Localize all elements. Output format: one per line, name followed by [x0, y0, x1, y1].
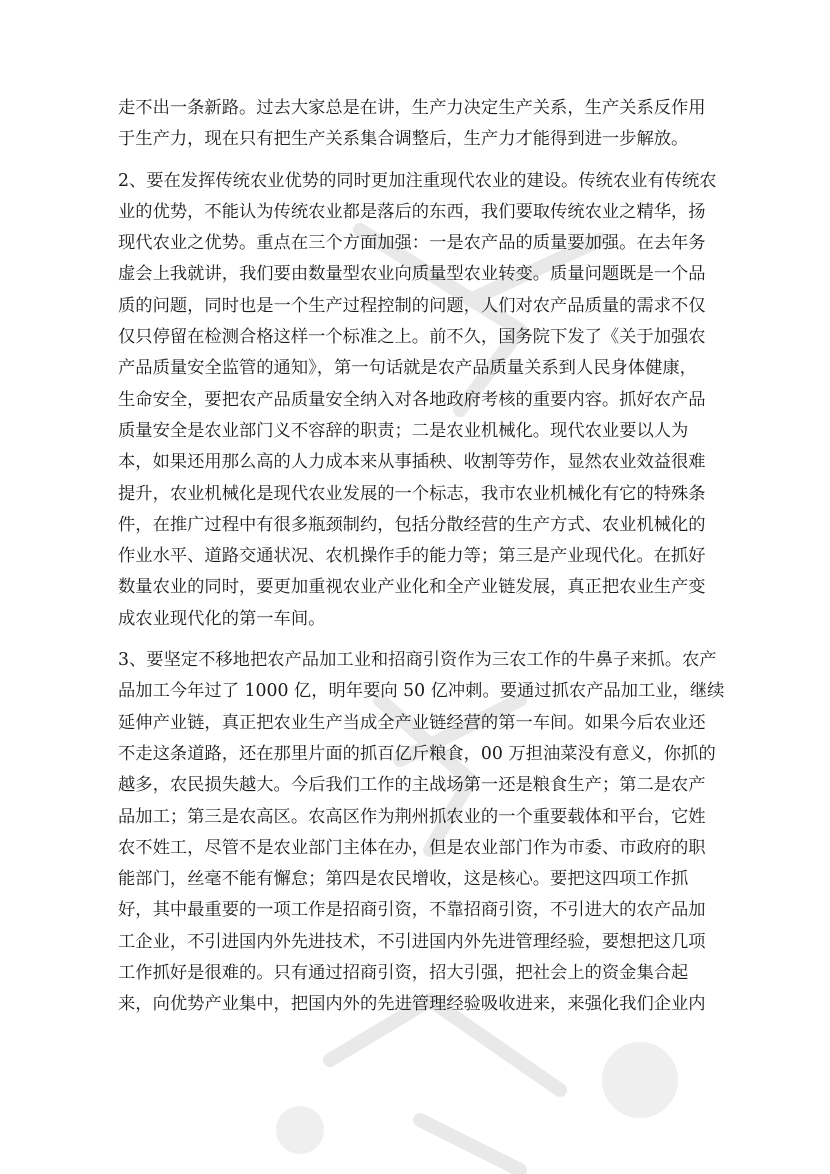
text-line: 虚会上我就讲，我们要由数量型农业向质量型农业转变。质量问题既是一个品 [118, 264, 706, 285]
text-line: 不走这条道路，还在那里片面的抓百亿斤粮食，00 万担油菜没有意义，你抓的 [118, 743, 716, 764]
paragraph-2 [118, 166, 718, 635]
text-line: 于生产力，现在只有把生产关系集合调整后，生产力才能得到进一步解放。 [118, 129, 689, 150]
text-line: 农不姓工，尽管不是农业部门主体在办，但是农业部门作为市委、市政府的职 [118, 837, 706, 858]
text-line: 现代农业之优势。重点在三个方面加强：一是农产品的质量要加强。在去年务 [118, 233, 706, 254]
text-line: 延伸产业链，真正把农业生产当成全产业链经营的第一车间。如果今后农业还 [118, 712, 706, 733]
text-line: 品加工；第三是农高区。农高区作为荆州抓农业的一个重要载体和平台，它姓 [118, 806, 706, 827]
text-line: 成农业现代化的第一车间。 [118, 608, 326, 629]
document-body [118, 93, 725, 1031]
text-line: 好，其中最重要的一项工作是招商引资，不靠招商引资，不引进大的农产品加 [118, 900, 706, 921]
text-line: 品加工今年过了 1000 亿，明年要向 50 亿冲刺。要通过抓农产品加工业，继续 [118, 681, 725, 702]
text-line: 来，向优势产业集中，把国内外的先进管理经验吸收进来，来强化我们企业内 [118, 994, 706, 1015]
text-line: 仅只停留在检测合格这样一个标准之上。前不久，国务院下发了《关于加强农 [118, 327, 706, 348]
text-line: 2、要在发挥传统农业优势的同时更加注重现代农业的建设。传统农业有传统农 [118, 170, 717, 191]
paragraph-3 [118, 645, 725, 1021]
text-line: 工企业，不引进国内外先进技术，不引进国内外先进管理经验，要想把这几项 [118, 931, 706, 952]
text-line: 业的优势，不能认为传统农业都是落后的东西，我们要取传统农业之精华，扬 [118, 201, 706, 222]
text-line: 产品质量安全监管的通知》，第一句话就是农产品质量关系到人民身体健康， [118, 358, 697, 379]
text-line: 提升，农业机械化是现代农业发展的一个标志，我市农业机械化有它的特殊条 [118, 483, 706, 504]
text-line: 数量农业的同时，要更加重视农业产业化和全产业链发展，真正把农业生产变 [118, 577, 706, 598]
text-line: 作业水平、道路交通状况、农机操作手的能力等；第三是产业现代化。在抓好 [118, 546, 706, 567]
text-line: 件，在推广过程中有很多瓶颈制约，包括分散经营的生产方式、农业机械化的 [118, 514, 706, 535]
text-line: 工作抓好是很难的。只有通过招商引资，招大引强，把社会上的资金集合起 [118, 963, 689, 984]
text-line: 生命安全，要把农产品质量安全纳入对各地政府考核的重要内容。抓好农产品 [118, 389, 706, 410]
text-line: 3、要坚定不移地把农产品加工业和招商引资作为三农工作的牛鼻子来抓。农产 [118, 650, 717, 671]
text-line: 质的问题，同时也是一个生产过程控制的问题，人们对农产品质量的需求不仅 [118, 295, 706, 316]
text-line: 本，如果还用那么高的人力成本来从事插秧、收割等劳作，显然农业效益很难 [118, 452, 706, 473]
text-line: 质量安全是农业部门义不容辞的职责；二是农业机械化。现代农业要以人为 [118, 420, 689, 441]
text-line: 走不出一条新路。过去大家总是在讲，生产力决定生产关系，生产关系反作用 [118, 98, 706, 118]
text-line: 能部门，丝毫不能有懈怠；第四是农民增收，这是核心。要把这四项工作抓 [118, 869, 689, 890]
paragraph-1 [118, 93, 718, 156]
text-line: 越多，农民损失越大。今后我们工作的主战场第一还是粮食生产；第二是农产 [118, 775, 706, 796]
